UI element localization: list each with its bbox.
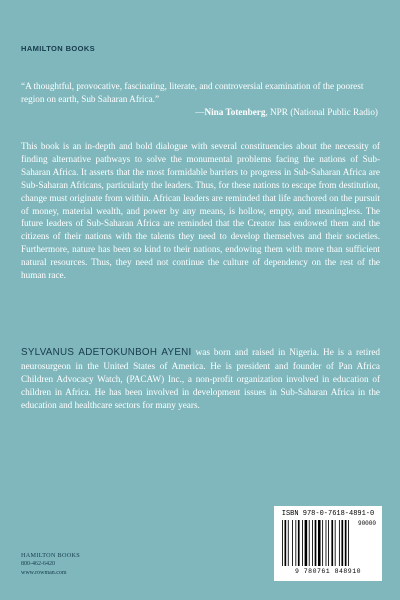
book-description: This book is an in-depth and bold dialogue with several constituencies about the necessity of finding alternative pathways to solve the monumental problems facing the nations of Sub-Saharan Africa. It asserts that the most formidable barriers to progress in Sub-Saharan Africa are Sub-Saharan Africans, particularly the leaders. Thus, for these nations to escape from destitution, change must originate from within. African leaders are reminded that life anchored on the pursuit of money, material wealth, and power by any means, is hollow, empty, and meaningless. The future leaders of Sub-Saharan Africa are reminded that the Creator has endowed them and the citizens of their nations with the talents they need to develop themselves and their societies. Furthermore, nature has been so kind to their nations, endowing them with more than sufficient natural resources. Thus, they need not continue the culture of dependency on the rest of the human race.	[21, 141, 380, 281]
author-bio-text: was born and raised in Nigeria. He is a retired neurosurgeon in the United States of America. He is president and founder of Pan Africa Children Advocacy Watch, (PACAW) Inc., a non-profit organization involved in education of children in Africa. He has been involved in development issues in Sub-Saharan Africa in the education and healthcare sectors for many years.	[21, 347, 381, 410]
publisher-name: HAMILTON BOOKS	[21, 552, 81, 559]
publisher-website: www.rowman.com	[21, 570, 67, 576]
quote-attribution	[195, 106, 378, 119]
publisher-info	[21, 551, 80, 578]
price-code: 90000	[357, 520, 376, 527]
author-bio	[21, 346, 380, 412]
barcode-bars-icon	[282, 520, 352, 566]
barcode-digits: 9 780761 848910	[294, 568, 361, 575]
publisher-phone: 800-462-6420	[21, 561, 55, 567]
author-name: SYLVANUS ADETOKUNBOH AYENI	[21, 347, 192, 358]
attribution-name: Nina Totenberg	[204, 107, 266, 117]
review-quote: “A thoughtful, provocative, fascinating, literate, and controversial examination of the poorest region on earth, Sub Saharan Africa.”	[21, 81, 364, 104]
publisher-logo-top: HAMILTON BOOKS	[21, 44, 96, 53]
attribution-dash: —	[195, 107, 205, 117]
attribution-source: , NPR (National Public Radio)	[265, 107, 378, 117]
isbn-barcode	[274, 506, 382, 581]
isbn-number: ISBN 978-0-7618-4891-0	[281, 510, 375, 518]
